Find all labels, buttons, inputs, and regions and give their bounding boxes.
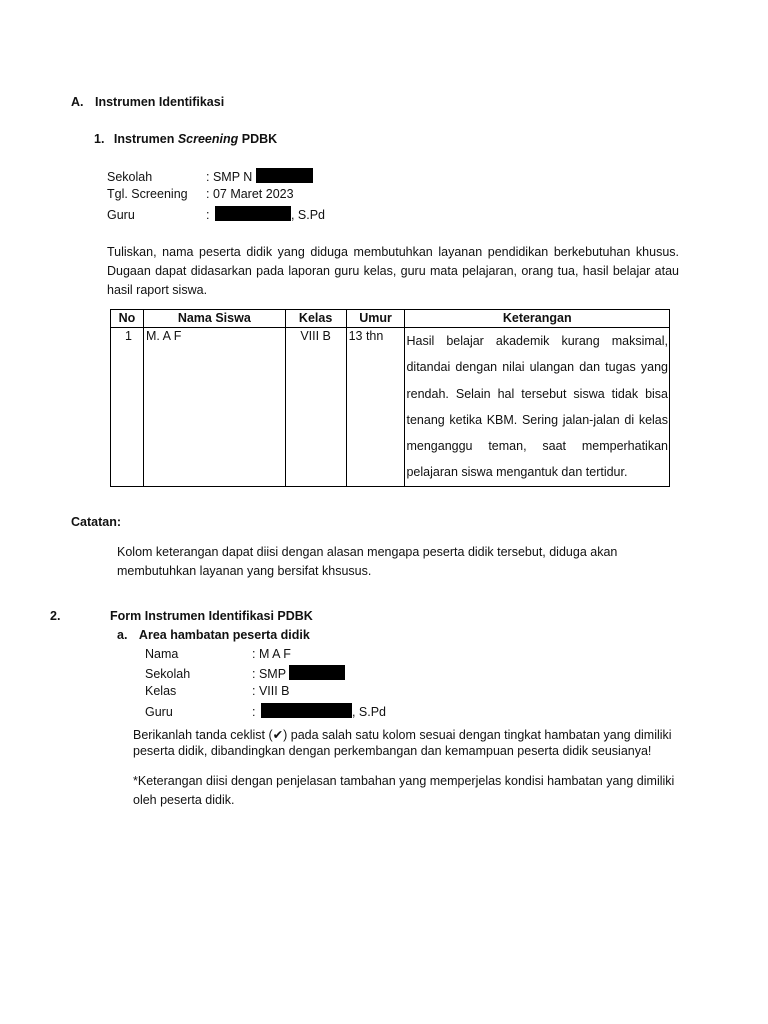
- redaction-box: [289, 665, 345, 680]
- info2-kelas-label: Kelas: [145, 684, 177, 698]
- table-row: [111, 328, 670, 487]
- info1-tgl-label: Tgl. Screening: [107, 187, 188, 201]
- info1-guru-suffix: , S.Pd: [290, 208, 326, 222]
- info2-nama-row: [145, 647, 291, 661]
- item-1-title-pre: Instrumen: [113, 132, 178, 146]
- info2-guru-row: [145, 703, 386, 719]
- catatan-title: Catatan:: [71, 515, 122, 529]
- screening-table: [110, 309, 670, 487]
- item-2-title: Form Instrumen Identifikasi PDBK: [110, 609, 313, 623]
- instruction-2: [133, 727, 693, 759]
- header-no: No: [111, 310, 144, 328]
- table-header-row: [111, 310, 670, 328]
- section-a-title: Instrumen Identifikasi: [94, 95, 225, 109]
- info2-nama-label: Nama: [145, 647, 179, 661]
- info2-kelas-value: : VIII B: [252, 684, 290, 698]
- instruction-2-pre: Berikanlah tanda ceklist (: [133, 728, 273, 742]
- info2-guru-label: Guru: [145, 705, 173, 719]
- check-mark-icon: ✔: [272, 728, 284, 742]
- catatan-text: Kolom keterangan dapat diisi dengan alasan mengapa peserta didik tersebut, diduga akan membutuhkan layanan yang bersifat khsusus.: [117, 545, 618, 578]
- redaction-box: [215, 206, 291, 221]
- sub-a-title: Area hambatan peserta didik: [138, 628, 310, 642]
- info1-guru-label: Guru: [107, 208, 135, 222]
- redaction-box: [261, 703, 352, 718]
- cell-umur: 13 thn: [346, 328, 405, 487]
- instruction-2-post: ) pada salah satu kolom sesuai dengan tingkat hambatan yang dimiliki peserta didik, dibandingkan dengan perkembangan dan kemampuan peserta didik seusianya!: [133, 728, 672, 758]
- info2-sekolah-row: [145, 665, 345, 681]
- header-kelas: Kelas: [285, 310, 346, 328]
- info2-kelas-row: [145, 684, 290, 698]
- cell-no: 1: [111, 328, 144, 487]
- sub-a-letter: a.: [117, 628, 128, 642]
- cell-kelas: VIII B: [285, 328, 346, 487]
- header-umur: Umur: [346, 310, 405, 328]
- cell-keterangan: Hasil belajar akademik kurang maksimal, ditandai dengan nilai ulangan dan tugas yang rendah. Selain hal tersebut siswa tidak bisa tenang ketika KBM. Sering jalan-jalan di kelas menganggu teman, saat memperhatikan pelajaran siswa mengantuk dan tertidur.: [405, 328, 670, 487]
- cell-nama: M. A F: [143, 328, 285, 487]
- info1-tgl-value: : 07 Maret 2023: [206, 187, 294, 201]
- info2-guru-suffix: , S.Pd: [351, 705, 387, 719]
- info1-sekolah-label: Sekolah: [107, 170, 153, 184]
- note-2: *Keterangan diisi dengan penjelasan tambahan yang memperjelas kondisi hambatan yang dimiliki oleh peserta didik.: [133, 774, 675, 807]
- info2-sekolah-label: Sekolah: [145, 667, 191, 681]
- section-a-heading: [71, 95, 224, 109]
- sub-a-heading: [117, 628, 310, 642]
- info2-sekolah-value: : SMP: [252, 667, 286, 681]
- header-keterangan: Keterangan: [405, 310, 670, 328]
- header-nama-siswa: Nama Siswa: [143, 310, 285, 328]
- item-1-heading: [94, 132, 277, 146]
- info2-nama-value: : M A F: [252, 647, 291, 661]
- redaction-box: [256, 168, 313, 183]
- info1-sekolah-row: [107, 168, 313, 184]
- info1-guru-row: [107, 206, 325, 222]
- item-1-number: 1.: [94, 132, 105, 146]
- instruction-1: Tuliskan, nama peserta didik yang diduga membutuhkan layanan pendidikan berkebutuhan khusus. Dugaan dapat didasarkan pada laporan guru kelas, guru mata pelajaran, orang tua, hasil belajar atau hasil raport siswa.: [107, 245, 679, 297]
- info1-tgl-row: [107, 187, 294, 201]
- item-1-title-italic: Screening: [177, 132, 239, 146]
- info2-guru-prefix: :: [252, 705, 256, 719]
- section-a-letter: A.: [71, 95, 84, 109]
- item-1-title-post: PDBK: [238, 132, 278, 146]
- info1-guru-prefix: :: [206, 208, 210, 222]
- item-2-number: 2.: [50, 609, 61, 623]
- info1-sekolah-value: : SMP N: [206, 170, 253, 184]
